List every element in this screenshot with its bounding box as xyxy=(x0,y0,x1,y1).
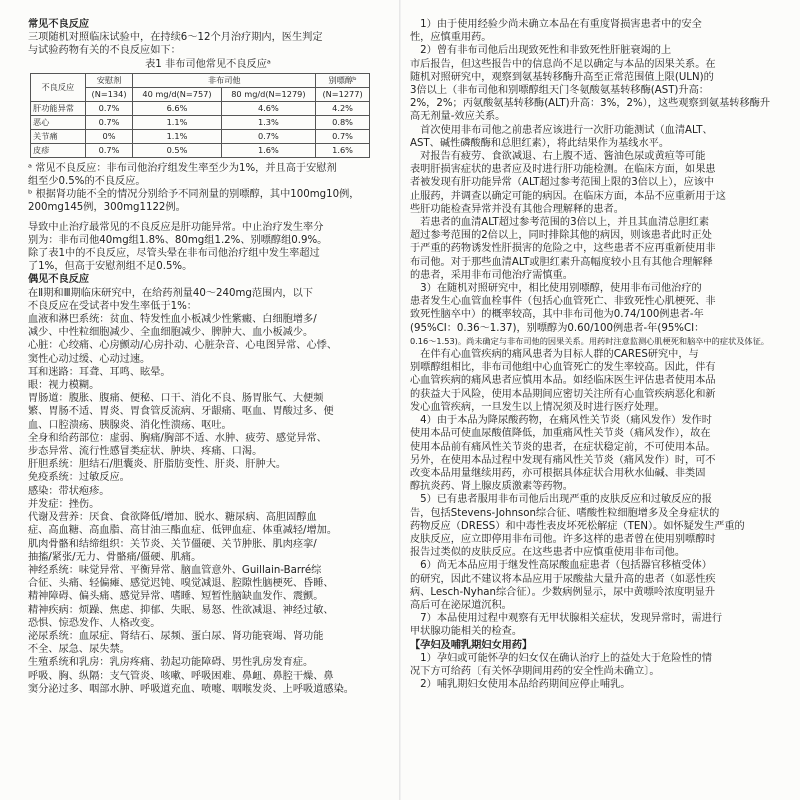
table-header-row xyxy=(31,73,370,87)
table-cell: 0.8% xyxy=(316,115,370,129)
footnote-line: 组至少0.5%的不良反应。 xyxy=(28,176,146,188)
table-header-cell: 40 mg/d(N=757) xyxy=(133,87,221,101)
text-line: 些肝功能检查异常并没有其他合理解释的患者。 xyxy=(410,203,624,215)
text-line: 免疫系统：过敏反应。 xyxy=(28,472,130,484)
text-line: 合征、头痛、轻偏瘫、感觉迟钝、嗅觉减退、腔隙性脑梗死、昏睡、 xyxy=(28,578,334,590)
text-line: 3）在随机对照研究中，相比使用别嘌醇，使用非布司他治疗的 xyxy=(410,283,702,295)
table-row xyxy=(31,115,370,129)
text-line: 况下方可给药〔有关怀孕期间用药的安全性尚未确立〕。 xyxy=(410,665,660,677)
text-line: 致死性脑卒中）的概率较高，其中非布司他为0.74/100例患者-年 xyxy=(410,309,704,321)
occasional-reactions-list xyxy=(28,287,388,696)
text-line: 市后报告，但这些报告中的信息尚不足以确定与本品的因果关系。在 xyxy=(410,58,716,70)
text-line: 眼：视力模糊。 xyxy=(28,380,100,392)
table-row xyxy=(31,143,370,157)
text-line: 若患者的血清ALT超过参考范围的3倍以上，并且其血清总胆红素 xyxy=(410,217,710,229)
text-line: 代谢及营养：厌食、食欲降低/增加、脱水、糖尿病、高胆固醇血 xyxy=(28,512,317,524)
text-line: 步态异常、流行性感冒类症状、肿块、疼痛、口渴。 xyxy=(28,446,263,458)
text-line: 并发症：挫伤。 xyxy=(28,498,100,510)
text-line: 发心血管疾病，一旦发生以上情况须及时进行医疗处理。 xyxy=(410,401,665,413)
text-line: 使用本品前有痛风性关节炎的患者，在症状稳定前，不可使用本品。 xyxy=(410,441,716,453)
text-line: 在Ⅱ期和Ⅲ期临床研究中，在给药剂量40～240mg范围内，以下 xyxy=(28,287,313,299)
page-fold xyxy=(399,0,401,800)
text-line: 2%，2%；丙氨酸氨基转移酶(ALT)升高：3%，2%），这些观察到氨基转移酶升 xyxy=(410,98,771,110)
text-line: 使用本品可使血尿酸值降低，加重痛风性关节炎（痛风发作），故在 xyxy=(410,428,711,440)
table-cell: 0.7% xyxy=(85,101,133,115)
text-line: 高无剂量-效应关系。 xyxy=(410,111,506,123)
text-line: 不良反应在受试者中发生率低于1%： xyxy=(28,300,197,312)
text-line: 皮肤反应，应立即停用非布司他。许多这样的患者曾在使用别嘌醇时 xyxy=(410,533,716,545)
left-column xyxy=(28,18,388,696)
text-line: 随机对照研究中，观察到氨基转移酶升高至正常范围值上限(ULN)的 xyxy=(410,71,714,83)
text-line: 1）孕妇或可能怀孕的妇女仅在确认治疗上的益处大于危险性的情 xyxy=(410,652,712,664)
text-line: 窦分泌过多、咽部水肿、呼吸道充血、喷嚏、咽喉发炎、上呼吸道感染。 xyxy=(28,683,354,695)
table-cell: 4.6% xyxy=(221,101,315,115)
text-line: 药物反应（DRESS）和中毒性表皮坏死松解症（TEN）。如怀疑发生严重的 xyxy=(410,520,745,532)
table-row xyxy=(31,101,370,115)
text-line: 神经系统：味觉异常、平衡异常、脑血管意外、Guillain-Barré综 xyxy=(28,564,322,576)
table-cell: 1.6% xyxy=(316,143,370,157)
text-line: 生殖系统和乳房：乳房疼痛、勃起功能障碍、男性乳房发育症。 xyxy=(28,657,314,669)
text-line: 的研究，因此不建议将本品应用于尿酸盐大量升高的患者（如恶性疾 xyxy=(410,573,716,585)
footnote-line: ᵃ 常见不良反应：非布司他治疗组发生率至少为1%，并且高于安慰剂 xyxy=(28,162,337,174)
adverse-reaction-table xyxy=(30,73,370,158)
text-line: 全身和给药部位：虚弱、胸痛/胸部不适、水肿、疲劳、感觉异常、 xyxy=(28,432,327,444)
text-line: 血、口腔溃疡、胰腺炎、消化性溃疡、呕吐。 xyxy=(28,419,232,431)
text-line: 性，应慎重用药。 xyxy=(410,32,492,44)
text-line: 首次使用非布司他之前患者应该进行一次肝功能测试（血清ALT、 xyxy=(410,124,713,136)
table-header-cell: 80 mg/d(N=1279) xyxy=(221,87,315,101)
table-caption: 表1 非布司他常见不良反应ᵃ xyxy=(145,58,271,70)
text-line: 心脏：心绞痛、心房颤动/心房扑动、心脏杂音、心电图异常、心悸、 xyxy=(28,340,338,352)
text-line: 耳和迷路：耳聋、耳鸣、眩晕。 xyxy=(28,366,171,378)
text-line: 3倍以上（非布司他和别嘌醇组天门冬氨酸氨基转移酶(AST)升高： xyxy=(410,85,709,97)
text-line: 导致中止治疗最常见的不良反应是肝功能异常。中止治疗发生率分 xyxy=(28,221,324,233)
table-header-cell: (N=1277) xyxy=(316,87,370,101)
footnote-line: ᵇ 根据肾功能不全的情况分别给予不同剂量的别嘌醇，其中100mg10例， xyxy=(28,189,360,201)
text-line: 0.16～1.53)。尚未确定与非布司他的因果关系。用药时注意监测心肌梗死和脑卒中的症状及体征。 xyxy=(410,335,769,346)
text-line: 繁、胃肠不适、胃炎、胃食管反流病、牙龈痛、呕血、胃酸过多、便 xyxy=(28,406,334,418)
precautions-text xyxy=(410,18,772,639)
table-cell: 0.7% xyxy=(316,129,370,143)
text-line: 病、Lesch-Nyhan综合征）。少数病例显示，尿中黄嘌呤浓度明显升 xyxy=(410,586,716,598)
right-column xyxy=(410,18,772,691)
table-header-cell: 非布司他 xyxy=(133,73,316,87)
text-line: 不全、尿急、尿失禁。 xyxy=(28,644,130,656)
text-line: 6）尚无本品应用于继发性高尿酸血症患者（包括器官移植受体） xyxy=(410,560,712,572)
table-cell: 皮疹 xyxy=(31,143,86,157)
text-line: 报告过类似的皮肤反应。在这些患者中应慎重使用非布司他。 xyxy=(410,547,686,559)
text-line: 超过参考范围的2倍以上，同时排除其他的病因，则该患者此时正处 xyxy=(410,230,712,242)
text-line: 1）由于使用经验少尚未确立本品在有重度肾损害患者中的安全 xyxy=(410,19,702,30)
text-line: 与试验药物有关的不良反应如下： xyxy=(28,45,181,57)
heading-common-reactions: 常见不良反应 xyxy=(28,19,90,30)
table-cell: 0% xyxy=(85,129,133,143)
heading-pregnancy: 【孕妇及哺乳期妇女用药】 xyxy=(410,639,533,651)
text-line: 患者发生心血管血栓事件（包括心血管死亡、非致死性心肌梗死、非 xyxy=(410,296,716,308)
table-cell: 0.7% xyxy=(85,143,133,157)
table-cell: 1.1% xyxy=(133,115,221,129)
text-line: 症、高血糖、高血脂、高甘油三酯血症、低钾血症、体重减轻/增加。 xyxy=(28,525,338,537)
heading-occasional-reactions: 偶见不良反应 xyxy=(28,274,90,286)
table-header-cell: (N=134) xyxy=(85,87,133,101)
table-cell: 关节痛 xyxy=(31,129,86,143)
text-line: 者被发现有肝功能异常（ALT超过参考范围上限的3倍以上），应该中 xyxy=(410,177,715,189)
text-line: 精神疾病：烦躁、焦虑、抑郁、失眠、易怒、性欲减退、神经过敏、 xyxy=(28,604,334,616)
text-line: 甲状腺功能相关的检查。 xyxy=(410,626,523,638)
text-line: 于严重的药物诱发性肝损害的危险之中，这些患者不应再重新使用非 xyxy=(410,243,716,255)
table-cell: 恶心 xyxy=(31,115,86,129)
table-cell: 6.6% xyxy=(133,101,221,115)
text-line: 5）已有患者服用非布司他后出现严重的皮肤反应和过敏反应的报 xyxy=(410,494,712,506)
footnote-line: 200mg145例，300mg1122例。 xyxy=(28,202,186,214)
text-line: 布司他。对于那些血清ALT或胆红素升高幅度较小且有其他合理解释 xyxy=(410,256,713,268)
table-header-cell: 不良反应 xyxy=(31,73,86,101)
text-line: 的获益大于风险，使用本品期间应密切关注所有心血管疾病恶化和新 xyxy=(410,388,716,400)
table-cell: 1.1% xyxy=(133,129,221,143)
text-line: 在伴有心血管疾病的痛风患者为目标人群的CARES研究中，与 xyxy=(410,349,699,361)
text-line: 精神障碍、偏头痛、感觉异常、嗜睡、短暂性脑缺血发作、震颤。 xyxy=(28,591,324,603)
text-line: 的患者，采用非布司他治疗需慎重。 xyxy=(410,269,573,281)
text-line: 肝胆系统：胆结石/胆囊炎、肝脂肪变性、肝炎、肝肿大。 xyxy=(28,459,287,471)
table-header-cell: 安慰剂 xyxy=(85,73,133,87)
text-line: 减少、中性粒细胞减少、全血细胞减少、脾肿大、血小板减少。 xyxy=(28,327,314,339)
text-line: 心血管疾病的痛风患者应慎用本品。如经临床医生评估患者使用本品 xyxy=(410,375,716,387)
text-line: 胃肠道：腹胀、腹痛、便秘、口干、消化不良、肠胃胀气、大便频 xyxy=(28,393,324,405)
text-line: 泌尿系统：血尿症、肾结石、尿频、蛋白尿、肾功能衰竭、肾功能 xyxy=(28,630,324,642)
text-line: 另外，在使用本品过程中发现有痛风性关节炎（痛风发作）时，可不 xyxy=(410,454,716,466)
text-line: 血液和淋巴系统：贫血、特发性血小板减少性紫癜、白细胞增多/ xyxy=(28,314,317,326)
text-line: 呼吸、胸、纵隔：支气管炎、咳嗽、呼吸困难、鼻衄、鼻腔干燥、鼻 xyxy=(28,670,334,682)
table-cell: 4.2% xyxy=(316,101,370,115)
text-line: AST、碱性磷酸酶和总胆红素），将此结果作为基线水平。 xyxy=(410,137,670,149)
text-line: 7）本品使用过程中观察有无甲状腺相关症状，发现异常时，需进行 xyxy=(410,613,723,625)
text-line: 别嘌醇组相比，非布司他组中心血管死亡的发生率较高。因此，伴有 xyxy=(410,362,716,374)
table-cell: 1.6% xyxy=(221,143,315,157)
text-line: 抽搐/紧张/无力、骨骼痛/僵硬、肌痛。 xyxy=(28,551,202,563)
table-cell: 0.7% xyxy=(221,129,315,143)
text-line: 2）曾有非布司他后出现致死性和非致死性肝脏衰竭的上 xyxy=(410,45,672,57)
table-row xyxy=(31,129,370,143)
table-cell: 1.3% xyxy=(221,115,315,129)
text-line: 4）由于本品为降尿酸药物，在痛风性关节炎（痛风发作）发作时 xyxy=(410,415,712,427)
text-line: (95%CI：0.36～1.37)，别嘌醇为0.60/100例患者-年(95%CI： xyxy=(410,322,705,334)
text-line: 三项随机对照临床试验中，在持续6～12个月治疗期内，医生判定 xyxy=(28,32,323,44)
text-line: 窦性心动过缓、心动过速。 xyxy=(28,353,151,365)
text-line: 除了表1中的不良反应，尽管头晕在非布司他治疗组中发生率超过 xyxy=(28,248,320,260)
text-line: 告，包括Stevens-Johnson综合征、嗜酸性粒细胞增多及全身症状的 xyxy=(410,507,720,519)
text-line: 别为：非布司他40mg组1.8%、80mg组1.2%、别嘌醇组0.9%。 xyxy=(28,234,328,246)
table-cell: 0.5% xyxy=(133,143,221,157)
text-line: 肌肉骨骼和结缔组织：关节炎、关节僵硬、关节肿胀、肌肉痉挛/ xyxy=(28,538,317,550)
text-line: 高后可在泌尿道沉积。 xyxy=(410,599,512,611)
table-header-cell: 别嘌醇ᵇ xyxy=(316,73,370,87)
text-line: 改变本品用量继续用药，亦可根据具体症状合用秋水仙碱、非类固 xyxy=(410,467,706,479)
text-line: 2）哺乳期妇女使用本品给药期间应停止哺乳。 xyxy=(410,679,631,691)
table-cell: 肝功能异常 xyxy=(31,101,86,115)
table-cell: 0.7% xyxy=(85,115,133,129)
text-line: 止服药，并调查以确定可能的病因。在临床方面，本品不应重新用于这 xyxy=(410,190,726,202)
text-line: 感染：带状疱疹。 xyxy=(28,485,110,497)
text-line: 表明肝损害症状的患者应及时进行肝功能检测。在临床方面，如果患 xyxy=(410,164,716,176)
text-line: 对报告有疲劳、食欲减退、右上腹不适、酱油色尿或黄疸等可能 xyxy=(410,151,706,163)
text-line: 恐惧、惊恐发作、人格改变。 xyxy=(28,617,161,629)
text-line: 了1%，但高于安慰剂组不足0.5%。 xyxy=(28,261,193,273)
text-line: 醇抗炎药、肾上腺皮质激素等药物。 xyxy=(410,481,573,493)
